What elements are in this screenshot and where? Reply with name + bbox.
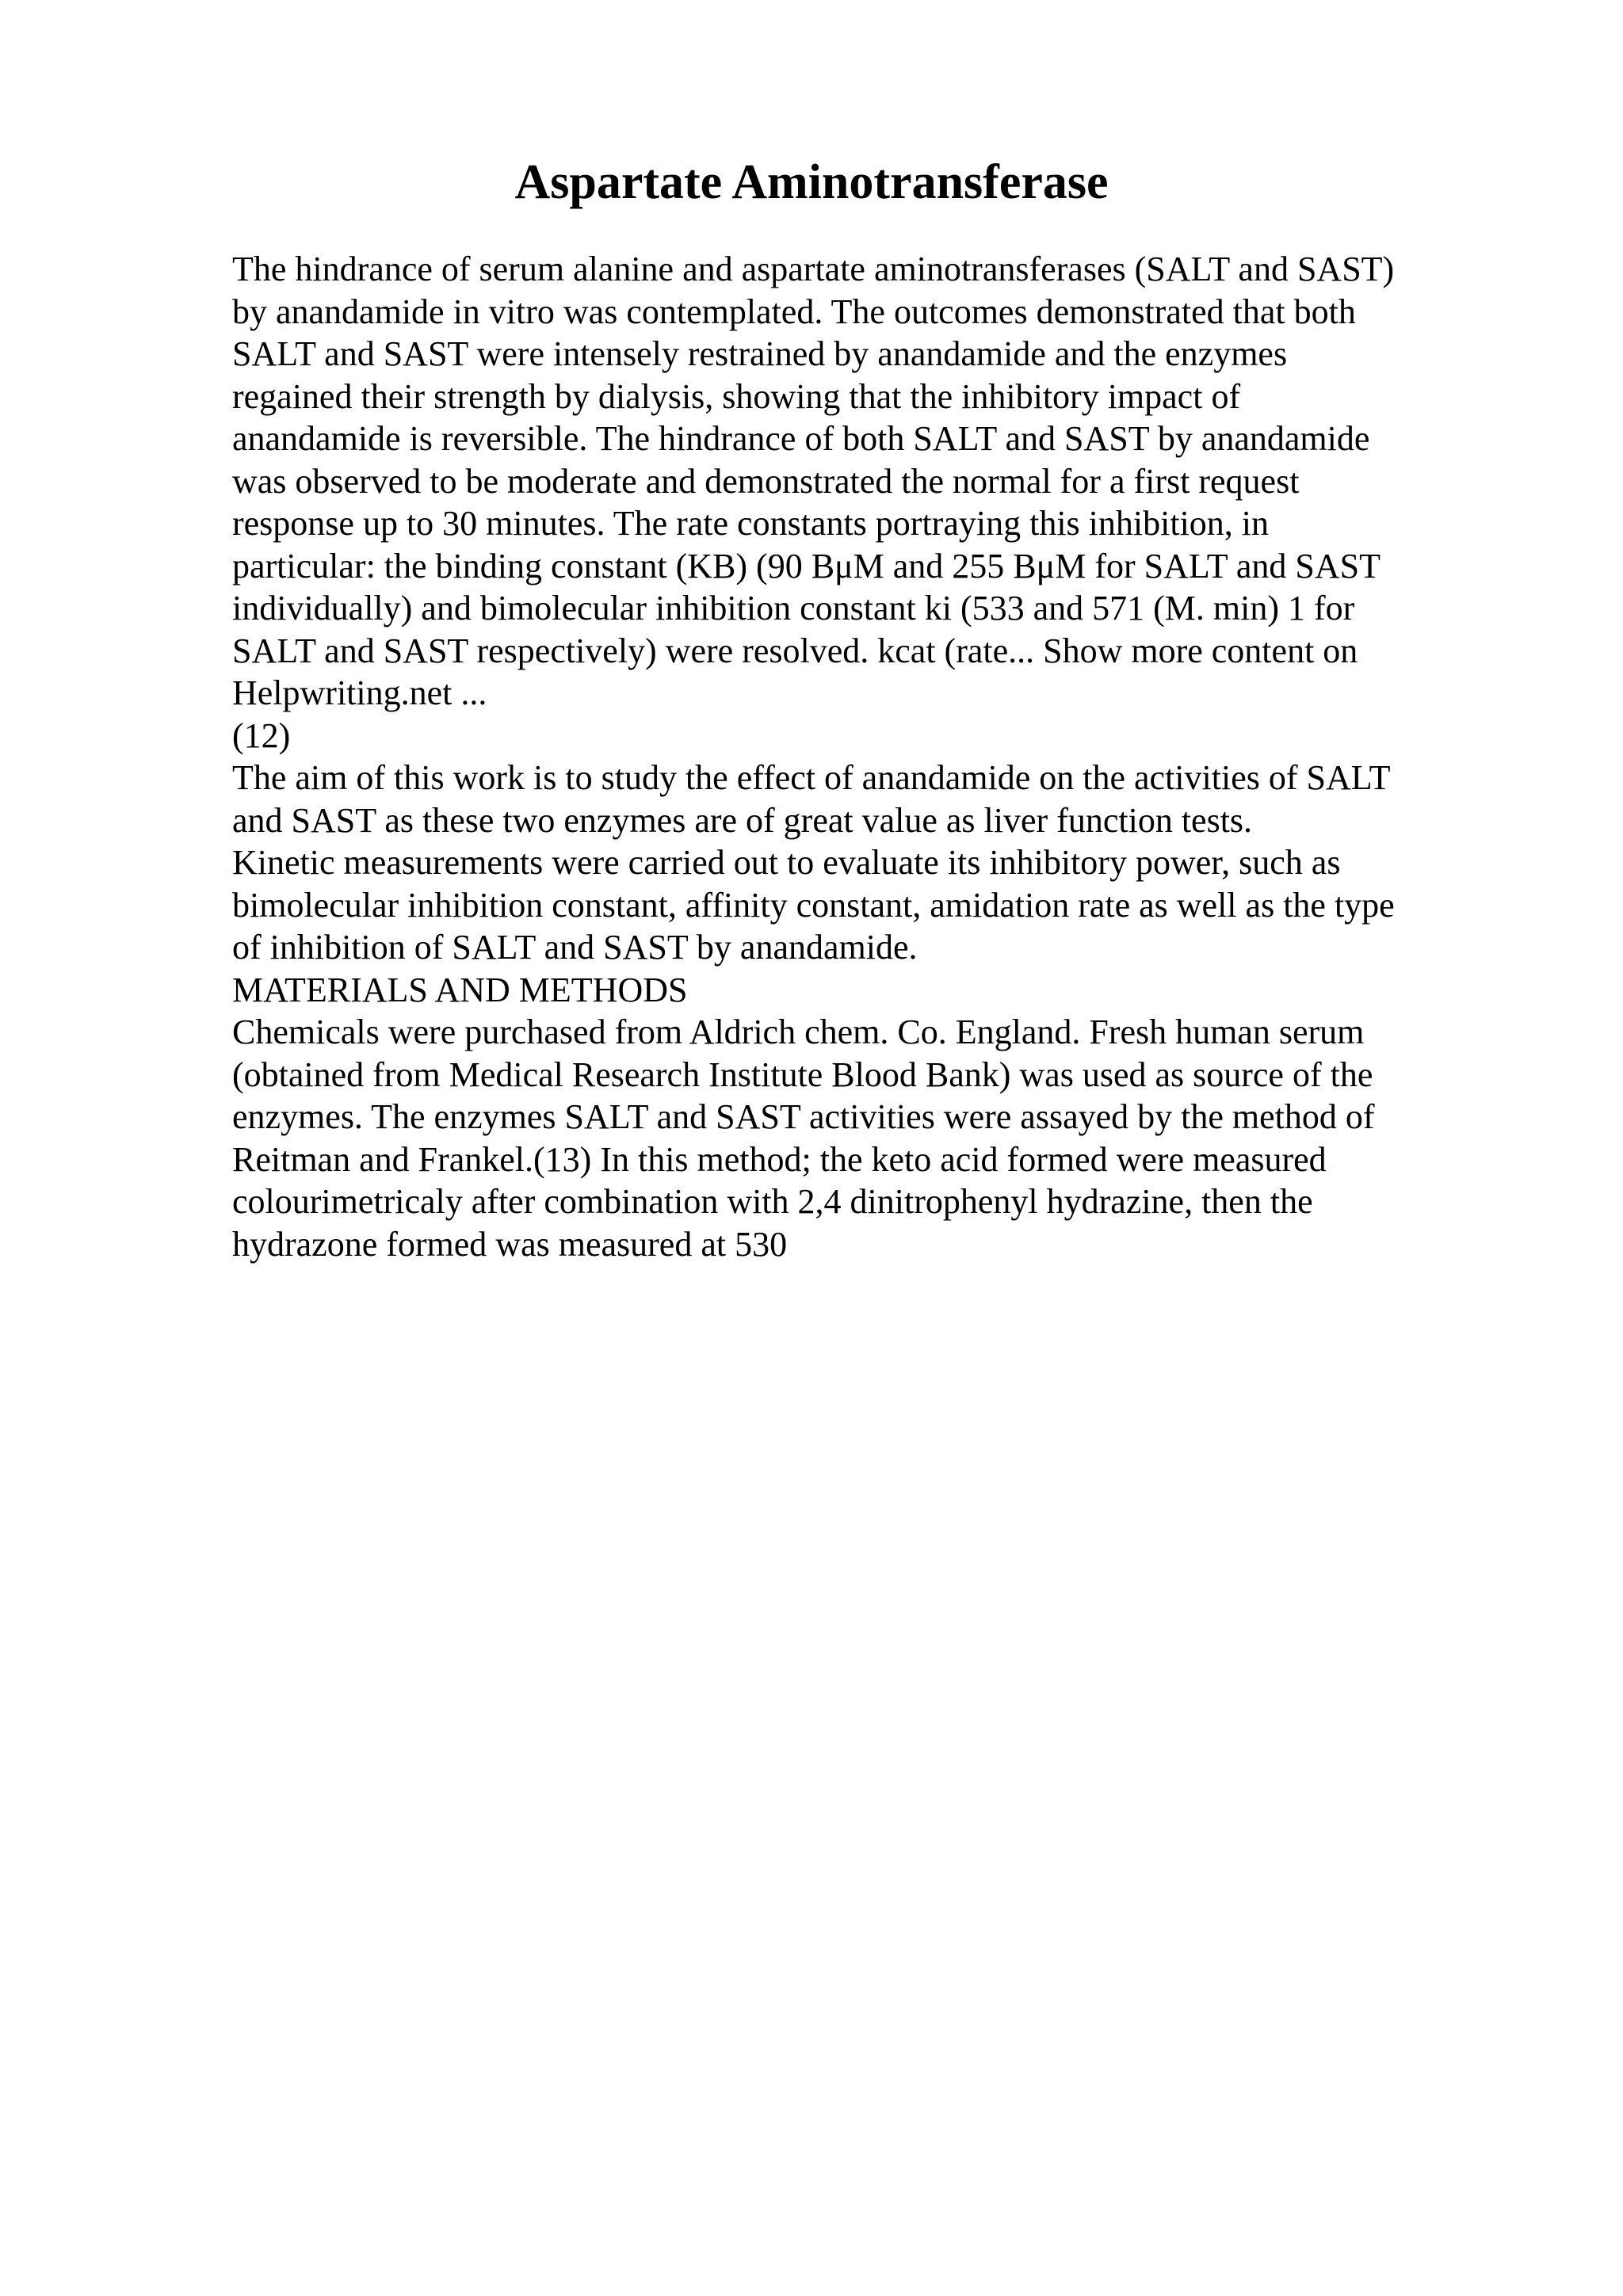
document-title: Aspartate Aminotransferase [514,155,1109,209]
body-line: bimolecular inhibition constant, affinity constant, amidation rate as well as the type [232,885,1395,925]
body-line: particular: the binding constant (KB) (90 BμM and 255 BμM for SALT and SAST [232,546,1381,585]
body-line: and SAST as these two enzymes are of great value as liver function tests. [232,800,1253,840]
body-line: colourimetricaly after combination with 2,4 dinitrophenyl hydrazine, then the [232,1182,1313,1221]
body-line: Helpwriting.net ... [232,673,487,712]
body-line: of inhibition of SALT and SAST by anandamide. [232,928,918,967]
body-line: regained their strength by dialysis, showing that the inhibitory impact of [232,376,1241,416]
reference-marker: (12) [232,715,291,755]
section-heading: MATERIALS AND METHODS [232,970,688,1009]
body-line: was observed to be moderate and demonstrated the normal for a first request [232,461,1300,501]
body-line: SALT and SAST were intensely restrained by anandamide and the enzymes [232,334,1288,373]
body-line: anandamide is reversible. The hindrance of both SALT and SAST by anandamide [232,419,1370,458]
body-line: Reitman and Frankel.(13) In this method; the keto acid formed were measured [232,1139,1327,1179]
body-line: hydrazone formed was measured at 530 [232,1224,788,1264]
body-line: The hindrance of serum alanine and aspartate aminotransferases (SALT and SAST) [232,250,1395,288]
body-line: individually) and bimolecular inhibition constant ki (533 and 571 (M. min) 1 for [232,589,1355,627]
body-line: SALT and SAST respectively) were resolved. kcat (rate... Show more content on [232,631,1358,670]
body-line: Kinetic measurements were carried out to evaluate its inhibitory power, such as [232,843,1341,882]
body-line: Chemicals were purchased from Aldrich chem. Co. England. Fresh human serum [232,1013,1365,1051]
body-line: The aim of this work is to study the effect of anandamide on the activities of SALT [232,758,1391,797]
body-line: by anandamide in vitro was contemplated. The outcomes demonstrated that both [232,292,1356,331]
body-line: (obtained from Medical Research Institute Blood Bank) was used as source of the [232,1055,1373,1094]
document-body [232,248,1516,1265]
body-line: enzymes. The enzymes SALT and SAST activities were assayed by the method of [232,1097,1375,1136]
body-line: response up to 30 minutes. The rate constants portraying this inhibition, in [232,504,1270,543]
